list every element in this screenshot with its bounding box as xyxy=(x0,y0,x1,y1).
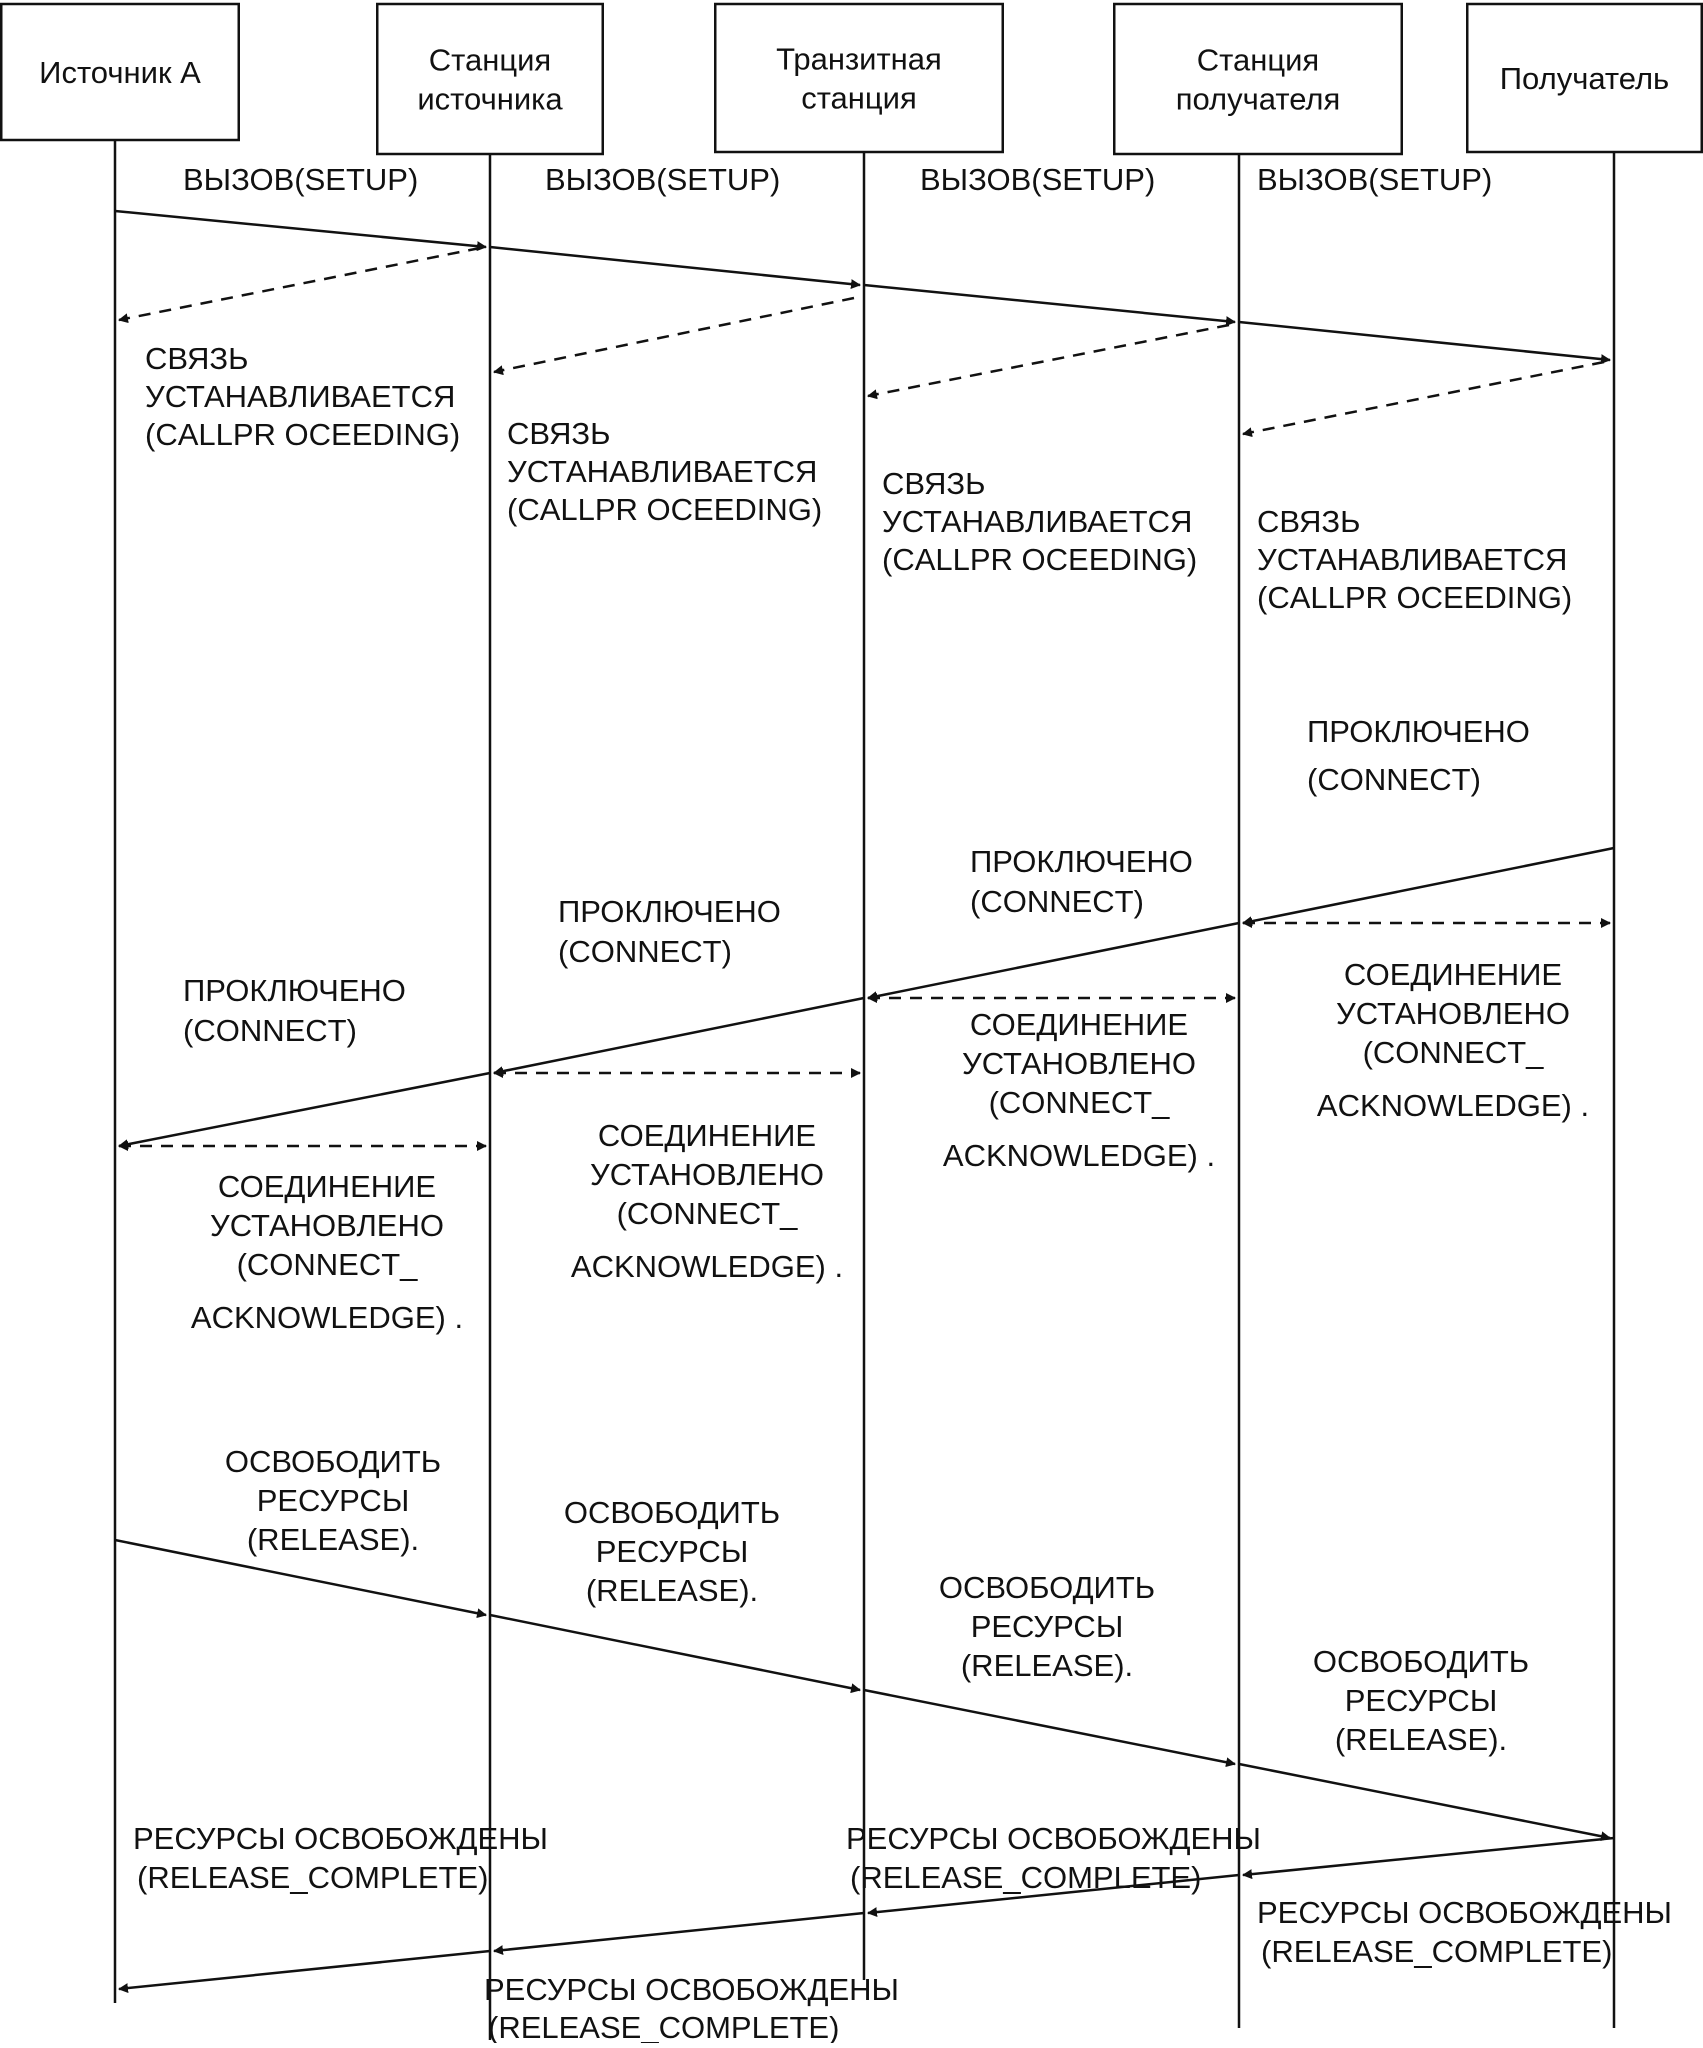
participant-box-destination-station xyxy=(1114,4,1402,154)
arrow-call-proceeding xyxy=(119,248,480,320)
arrow-release xyxy=(864,1690,1235,1764)
label-call-proceeding: СВЯЗЬ xyxy=(1257,504,1361,539)
label-connect-ack: ACKNOWLEDGE) . xyxy=(1316,1088,1590,1123)
label-call-proceeding: (CALLPR OCEEDING) xyxy=(1257,580,1573,615)
label-call-proceeding: СВЯЗЬ xyxy=(507,416,611,451)
arrow-connect xyxy=(868,923,1239,998)
arrow-setup xyxy=(864,285,1235,322)
participant-box-source-station xyxy=(377,4,603,154)
arrow-release-complete xyxy=(119,1951,490,1989)
label-connect: (CONNECT) xyxy=(183,1013,357,1048)
participant-label-destination-station: Станция xyxy=(1196,42,1320,78)
label-release: (RELEASE). xyxy=(585,1573,759,1608)
label-release-complete: (RELEASE_COMPLETE) xyxy=(1261,1934,1613,1969)
label-call-proceeding: УСТАНАВЛИВАЕТСЯ xyxy=(882,504,1193,539)
label-call-proceeding: СВЯЗЬ xyxy=(882,466,986,501)
label-connect-ack: ACKNOWLEDGE) . xyxy=(942,1138,1216,1173)
label-connect-ack: СОЕДИНЕНИЕ xyxy=(597,1118,817,1153)
label-release: (RELEASE). xyxy=(960,1648,1134,1683)
label-release: (RELEASE). xyxy=(246,1522,420,1557)
participant-label-source-a: Источник А xyxy=(39,55,201,90)
label-connect-ack: УСТАНОВЛЕНО xyxy=(1336,996,1570,1031)
label-connect-ack: СОЕДИНЕНИЕ xyxy=(969,1007,1189,1042)
label-call-proceeding: (CALLPR OCEEDING) xyxy=(882,542,1198,577)
participant-label-source-station: источника xyxy=(417,81,563,117)
participant-label-transit-station: станция xyxy=(801,80,917,116)
label-connect-ack: УСТАНОВЛЕНО xyxy=(962,1046,1196,1081)
label-call-proceeding: СВЯЗЬ xyxy=(145,341,249,376)
arrow-release-complete xyxy=(494,1913,864,1951)
label-release: (RELEASE). xyxy=(1334,1722,1508,1757)
label-connect-ack: УСТАНОВЛЕНО xyxy=(210,1208,444,1243)
label-connect-ack: ACKNOWLEDGE) . xyxy=(570,1249,844,1284)
arrow-connect xyxy=(1243,848,1614,923)
label-connect-ack: УСТАНОВЛЕНО xyxy=(590,1157,824,1192)
arrow-call-proceeding xyxy=(494,298,854,372)
label-connect: ПРОКЛЮЧЕНО xyxy=(558,894,781,929)
arrow-release-complete xyxy=(1243,1838,1614,1875)
label-release: РЕСУРСЫ xyxy=(256,1483,410,1518)
label-call-proceeding: УСТАНАВЛИВАЕТСЯ xyxy=(1257,542,1568,577)
label-release: РЕСУРСЫ xyxy=(970,1609,1124,1644)
participant-label-destination-station: получателя xyxy=(1175,81,1341,117)
arrow-setup xyxy=(1239,322,1610,360)
label-connect-ack: (CONNECT_ xyxy=(236,1247,418,1282)
label-release: ОСВОБОДИТЬ xyxy=(563,1495,781,1530)
label-call-proceeding: УСТАНАВЛИВАЕТСЯ xyxy=(507,454,818,489)
label-release-complete: РЕСУРСЫ ОСВОБОЖДЕНЫ xyxy=(846,1821,1261,1856)
arrow-call-proceeding xyxy=(1243,362,1604,434)
label-release: ОСВОБОДИТЬ xyxy=(938,1570,1156,1605)
arrow-call-proceeding xyxy=(868,325,1229,396)
label-release: РЕСУРСЫ xyxy=(595,1534,749,1569)
label-connect-ack: (CONNECT_ xyxy=(988,1085,1170,1120)
label-connect: ПРОКЛЮЧЕНО xyxy=(183,973,406,1008)
participant-label-recipient: Получатель xyxy=(1499,61,1670,96)
label-release-complete: РЕСУРСЫ ОСВОБОЖДЕНЫ xyxy=(1257,1895,1672,1930)
arrow-release xyxy=(490,1615,860,1690)
arrow-setup xyxy=(490,247,860,285)
label-call-proceeding: УСТАНАВЛИВАЕТСЯ xyxy=(145,379,456,414)
label-release-complete: РЕСУРСЫ ОСВОБОЖДЕНЫ xyxy=(484,1972,899,2007)
label-release: РЕСУРСЫ xyxy=(1344,1683,1498,1718)
participant-label-source-station: Станция xyxy=(428,42,552,78)
label-release-complete: РЕСУРСЫ ОСВОБОЖДЕНЫ xyxy=(133,1821,548,1856)
arrow-release xyxy=(1239,1764,1610,1838)
label-connect: (CONNECT) xyxy=(1307,762,1481,797)
participant-box-transit-station xyxy=(715,4,1003,152)
label-release: ОСВОБОДИТЬ xyxy=(224,1444,442,1479)
arrow-connect xyxy=(494,998,864,1073)
label-connect-ack: (CONNECT_ xyxy=(616,1196,798,1231)
participant-label-transit-station: Транзитная xyxy=(776,41,942,77)
label-connect: ПРОКЛЮЧЕНО xyxy=(970,844,1193,879)
label-connect-ack: СОЕДИНЕНИЕ xyxy=(217,1169,437,1204)
label-setup: ВЫЗОВ(SETUP) xyxy=(545,162,781,197)
arrow-connect xyxy=(119,1073,490,1146)
label-release-complete: (RELEASE_COMPLETE) xyxy=(488,2010,840,2043)
label-call-proceeding: (CALLPR OCEEDING) xyxy=(507,492,823,527)
label-connect: ПРОКЛЮЧЕНО xyxy=(1307,714,1530,749)
label-release: ОСВОБОДИТЬ xyxy=(1312,1644,1530,1679)
label-connect: (CONNECT) xyxy=(558,934,732,969)
label-connect: (CONNECT) xyxy=(970,884,1144,919)
label-setup: ВЫЗОВ(SETUP) xyxy=(1257,162,1493,197)
label-release-complete: (RELEASE_COMPLETE) xyxy=(137,1860,489,1895)
label-connect-ack: ACKNOWLEDGE) . xyxy=(190,1300,464,1335)
label-connect-ack: СОЕДИНЕНИЕ xyxy=(1343,957,1563,992)
label-release-complete: (RELEASE_COMPLETE) xyxy=(850,1860,1202,1895)
label-setup: ВЫЗОВ(SETUP) xyxy=(920,162,1156,197)
arrow-setup xyxy=(115,211,486,247)
label-call-proceeding: (CALLPR OCEEDING) xyxy=(145,417,461,452)
label-setup: ВЫЗОВ(SETUP) xyxy=(183,162,419,197)
label-connect-ack: (CONNECT_ xyxy=(1362,1035,1544,1070)
